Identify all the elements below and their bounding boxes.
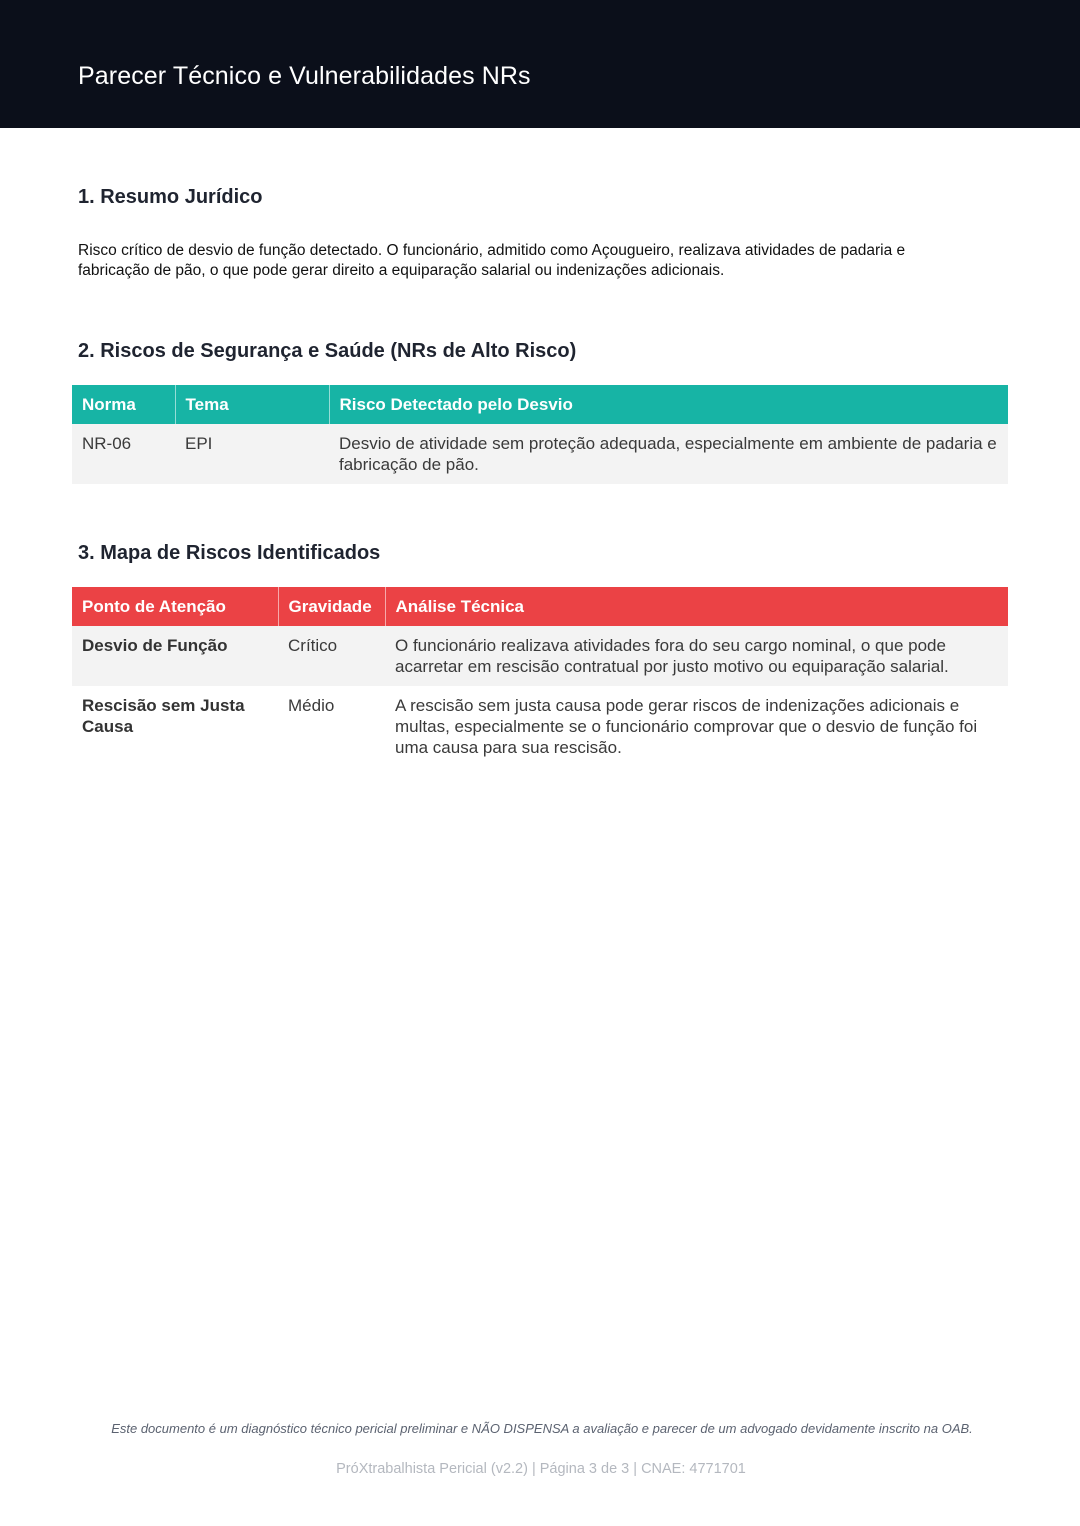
table-row bbox=[72, 686, 1008, 767]
cell-gravidade: Médio bbox=[278, 686, 385, 767]
legal-disclaimer: Este documento é um diagnóstico técnico pericial preliminar e NÃO DISPENSA a avaliação e parecer de um advogado devidamente inscrito na OAB. bbox=[111, 1421, 973, 1436]
risk-map-table bbox=[72, 587, 1008, 767]
column-header-gravidade: Gravidade bbox=[278, 587, 385, 626]
page-title: Parecer Técnico e Vulnerabilidades NRs bbox=[78, 62, 531, 90]
table-header-row bbox=[72, 385, 1008, 424]
cell-ponto: Desvio de Função bbox=[72, 626, 278, 686]
column-header-risco: Risco Detectado pelo Desvio bbox=[329, 385, 1008, 424]
section-nr-risks-title: 2. Riscos de Segurança e Saúde (NRs de Alto Risco) bbox=[78, 340, 577, 362]
cell-risco: Desvio de atividade sem proteção adequada, especialmente em ambiente de padaria e fabricação de pão. bbox=[329, 424, 1008, 484]
table-header-row bbox=[72, 587, 1008, 626]
cell-tema: EPI bbox=[175, 424, 329, 484]
table-row bbox=[72, 626, 1008, 686]
cell-ponto: Rescisão sem Justa Causa bbox=[72, 686, 278, 767]
section-summary-title: 1. Resumo Jurídico bbox=[78, 186, 263, 208]
nr-risks-table bbox=[72, 385, 1008, 484]
page-header bbox=[0, 0, 1080, 128]
column-header-ponto: Ponto de Atenção bbox=[72, 587, 278, 626]
cell-analise: A rescisão sem justa causa pode gerar riscos de indenizações adicionais e multas, especialmente se o funcionário comprovar que o desvio de função foi uma causa para sua rescisão. bbox=[385, 686, 1008, 767]
cell-gravidade: Crítico bbox=[278, 626, 385, 686]
table-row bbox=[72, 424, 1008, 484]
column-header-tema: Tema bbox=[175, 385, 329, 424]
section-risk-map-title: 3. Mapa de Riscos Identificados bbox=[78, 542, 381, 564]
cell-norma: NR-06 bbox=[72, 424, 175, 484]
cell-analise: O funcionário realizava atividades fora do seu cargo nominal, o que pode acarretar em rescisão contratual por justo motivo ou equiparação salarial. bbox=[385, 626, 1008, 686]
footer-page-info: PróXtrabalhista Pericial (v2.2) | Página 3 de 3 | CNAE: 4771701 bbox=[336, 1461, 746, 1477]
summary-paragraph: Risco crítico de desvio de função detectado. O funcionário, admitido como Açougueiro, realizava atividades de padaria e fabricação de pão, o que pode gerar direito a equiparação salarial ou indenizações adicionais. bbox=[78, 242, 906, 279]
column-header-analise: Análise Técnica bbox=[385, 587, 1008, 626]
column-header-norma: Norma bbox=[72, 385, 175, 424]
